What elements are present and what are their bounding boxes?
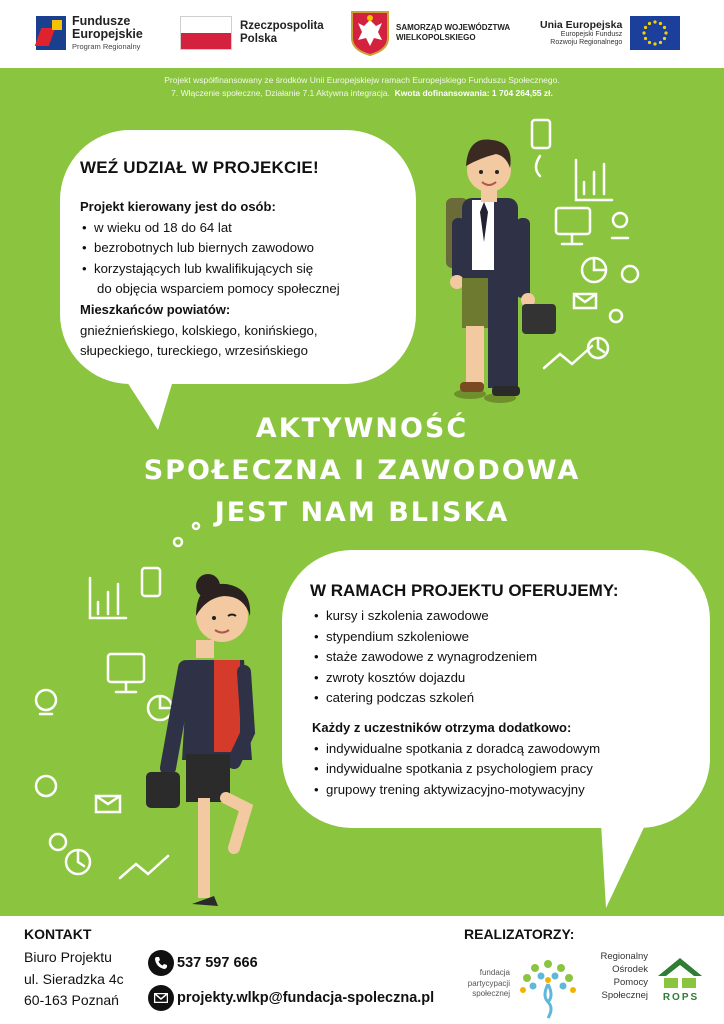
headline xyxy=(0,408,724,534)
rops-line2: Ośrodek xyxy=(612,964,648,975)
fundacja-logo-text xyxy=(454,968,510,1000)
fe-line3: Program Regionalny xyxy=(72,42,141,52)
phone-icon xyxy=(148,950,174,976)
counties-line1: gnieźnieńskiego, kolskiego, konińskiego, xyxy=(80,322,318,338)
fundacja-line1: fundacja xyxy=(479,968,510,977)
eligibility-list xyxy=(80,218,410,280)
eu-flag-icon xyxy=(630,16,680,50)
rp-line2: Polska xyxy=(240,33,278,45)
counties-line2: słupeckiego, tureckiego, wrzesińskiego xyxy=(80,343,308,359)
logo-bar xyxy=(0,0,724,68)
counties-lead: Mieszkańców powiatów: xyxy=(80,301,231,317)
list-item: • w wieku od 18 do 64 lat xyxy=(80,218,410,239)
list-item: • kursy i szkolenia zawodowe xyxy=(312,606,702,627)
partners-title: REALIZATORZY: xyxy=(464,926,575,942)
list-item-continuation: do objęcia wsparciem pomocy społecznej xyxy=(97,281,340,297)
contact-address xyxy=(24,947,124,1012)
rops-logo-text xyxy=(586,950,648,1002)
ue-line2: Europejski Fundusz xyxy=(560,30,623,38)
list-item: • zwroty kosztów dojazdu xyxy=(312,668,702,689)
samorzad-logo xyxy=(350,10,510,56)
offer-body xyxy=(312,606,702,800)
footer xyxy=(0,916,724,1024)
headline-line1: AKTYWNOŚĆ xyxy=(255,413,469,444)
offer-title: W RAMACH PROJEKTU OFERUJEMY: xyxy=(310,581,619,600)
fundusze-europejskie-logo xyxy=(36,10,143,56)
contact-title: KONTAKT xyxy=(24,926,92,942)
list-item: • korzystających lub kwalifikujących się xyxy=(80,259,410,280)
list-item: • catering podczas szkoleń xyxy=(312,688,702,709)
ue-line1: Unia Europejska xyxy=(540,18,623,31)
headline-line2: SPOŁECZNA I ZAWODOWA xyxy=(143,455,581,486)
fundacja-line2: partycypacji xyxy=(467,978,510,988)
eagle-shield-icon xyxy=(350,10,390,56)
eligibility-body xyxy=(80,197,410,362)
cofinancing-line1: Projekt współfinansowany ze środków Unii Europejskiejw ramach Europejskiego Funduszu Społecznego. xyxy=(164,75,560,85)
fundacja-line3: społecznej xyxy=(472,989,510,998)
sw-line2: WIELKOPOLSKIEGO xyxy=(396,33,476,42)
rops-line1: Regionalny xyxy=(600,951,648,962)
cofinancing-amount: Kwota dofinansowania: 1 704 264,55 zł. xyxy=(394,88,553,99)
rops-wordmark: ROPS xyxy=(662,992,700,1003)
cofinancing-line2: 7. Włączenie społeczne, Działanie 7.1 Aktywna integracja. xyxy=(171,88,390,99)
offer-list xyxy=(312,606,702,709)
man-illustration xyxy=(446,140,556,403)
email-link[interactable]: projekty.wlkp@fundacja-spoleczna.pl xyxy=(177,990,435,1006)
ue-line3: Rozwoju Regionalnego xyxy=(550,39,623,47)
list-item: • staże zawodowe z wynagrodzeniem xyxy=(312,647,702,668)
rops-line4: Społecznej xyxy=(601,990,648,1001)
eligibility-lead: Projekt kierowany jest do osób: xyxy=(80,199,276,214)
phone-row xyxy=(148,950,258,976)
poster-body xyxy=(0,68,724,916)
list-item: • bezrobotnych lub biernych zawodowo xyxy=(80,238,410,259)
headline-line3: JEST NAM BLISKA xyxy=(214,497,510,528)
rp-line1: Rzeczpospolita xyxy=(240,20,324,33)
woman-illustration xyxy=(146,574,252,906)
list-item: • indywidualne spotkania z doradcą zawodowym xyxy=(312,739,702,760)
email-row xyxy=(148,985,434,1011)
polish-flag-icon xyxy=(180,16,232,50)
mail-icon xyxy=(148,985,174,1011)
fe-line1: Fundusze xyxy=(72,13,131,28)
rops-house-icon xyxy=(654,954,706,992)
extra-list xyxy=(312,739,702,801)
extra-lead: Każdy z uczestników otrzyma dodatkowo: xyxy=(312,719,572,735)
contact-office: Biuro Projektu xyxy=(24,949,112,965)
sw-line1: SAMORZĄD WOJEWÓDZTWA xyxy=(396,23,511,32)
phone-link[interactable]: 537 597 666 xyxy=(177,955,258,971)
rzeczpospolita-logo xyxy=(180,10,324,56)
list-item: • stypendium szkoleniowe xyxy=(312,627,702,648)
contact-street: ul. Sieradzka 4c xyxy=(24,970,124,987)
unia-europejska-logo xyxy=(540,10,680,56)
fundacja-tree-icon xyxy=(515,954,581,1020)
list-item: • indywidualne spotkania z psychologiem pracy xyxy=(312,759,702,780)
list-item: • grupowy trening aktywizacyjno-motywacyjny xyxy=(312,780,702,801)
fe-star-icon xyxy=(36,16,66,50)
fe-line2: Europejskie xyxy=(72,27,143,42)
contact-city: 60-163 Poznań xyxy=(24,992,119,1008)
rops-line3: Pomocy xyxy=(613,977,648,988)
eligibility-title: WEŹ UDZIAŁ W PROJEKCIE! xyxy=(80,158,319,177)
